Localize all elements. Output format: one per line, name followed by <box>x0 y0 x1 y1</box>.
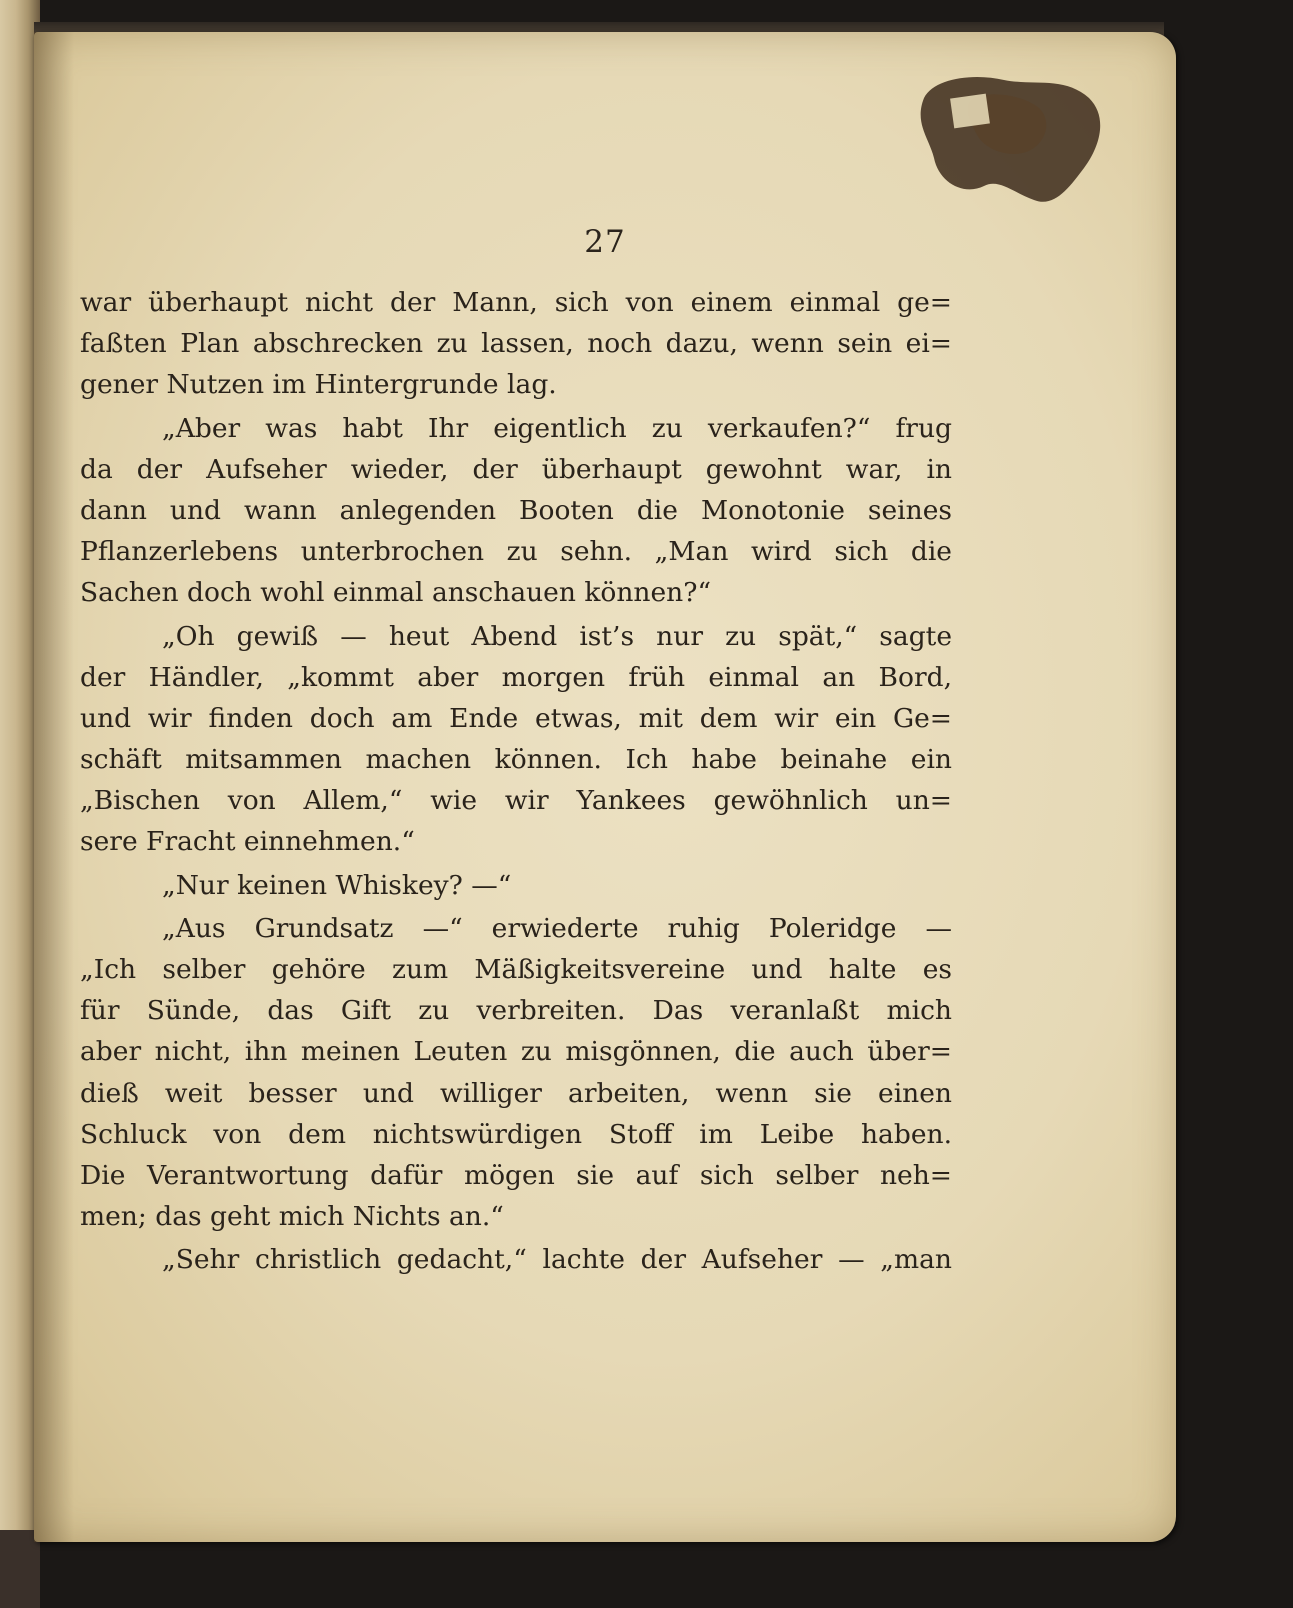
text-line: „Bischen von Allem,“ wie wir Yankees gewöhnlich un= <box>80 785 952 817</box>
text-line: und wir finden doch am Ende etwas, mit dem wir ein Ge= <box>80 702 952 734</box>
text-line: Pflanzerlebens unterbrochen zu sehn. „Man wird sich die <box>80 536 952 568</box>
text-block <box>80 282 952 1281</box>
text-line: „Aber was habt Ihr eigentlich zu verkaufen?“ frug <box>162 412 952 444</box>
text-line: sere Fracht einnehmen.“ <box>80 826 415 858</box>
text-line: dann und wann anlegenden Booten die Monotonie seines <box>80 494 952 526</box>
text-line: der Händler, „kommt aber morgen früh einmal an Bord, <box>80 661 952 693</box>
text-line: „Oh gewiß — heut Abend ist’s nur zu spät,“ sagte <box>162 620 952 652</box>
text-line: men; das geht mich Nichts an.“ <box>80 1201 504 1233</box>
text-line: „Ich selber gehöre zum Mäßigkeitsvereine und halte es <box>80 954 952 985</box>
page-number: 27 <box>584 224 626 260</box>
text-line: „Aus Grundsatz —“ erwiederte ruhig Poleridge — <box>162 912 952 944</box>
ink-stain <box>914 68 1114 218</box>
text-line: „Nur keinen Whiskey? —“ <box>162 869 512 901</box>
text-line: für Sünde, das Gift zu verbreiten. Das veranlaßt mich <box>80 995 952 1027</box>
text-line: war überhaupt nicht der Mann, sich von einem einmal ge= <box>80 287 952 318</box>
text-line: aber nicht, ihn meinen Leuten zu misgönnen, die auch über= <box>80 1036 952 1068</box>
text-line: Sachen doch wohl einmal anschauen können?“ <box>80 577 712 609</box>
text-line: faßten Plan abschrecken zu lassen, noch dazu, wenn sein ei= <box>80 328 952 360</box>
text-line: dieß weit besser und williger arbeiten, wenn sie einen <box>80 1077 952 1109</box>
text-line: Die Verantwortung dafür mögen sie auf sich selber neh= <box>80 1159 952 1191</box>
text-line: schäft mitsammen machen können. Ich habe beinahe ein <box>80 744 952 776</box>
text-line: Schluck von dem nichtswürdigen Stoff im Leibe haben. <box>80 1118 952 1150</box>
text-line: da der Aufseher wieder, der überhaupt gewohnt war, in <box>80 453 952 485</box>
text-line: gener Nutzen im Hintergrunde lag. <box>80 369 557 401</box>
text-line: „Sehr christlich gedacht,“ lachte der Aufseher — „man <box>162 1244 952 1276</box>
